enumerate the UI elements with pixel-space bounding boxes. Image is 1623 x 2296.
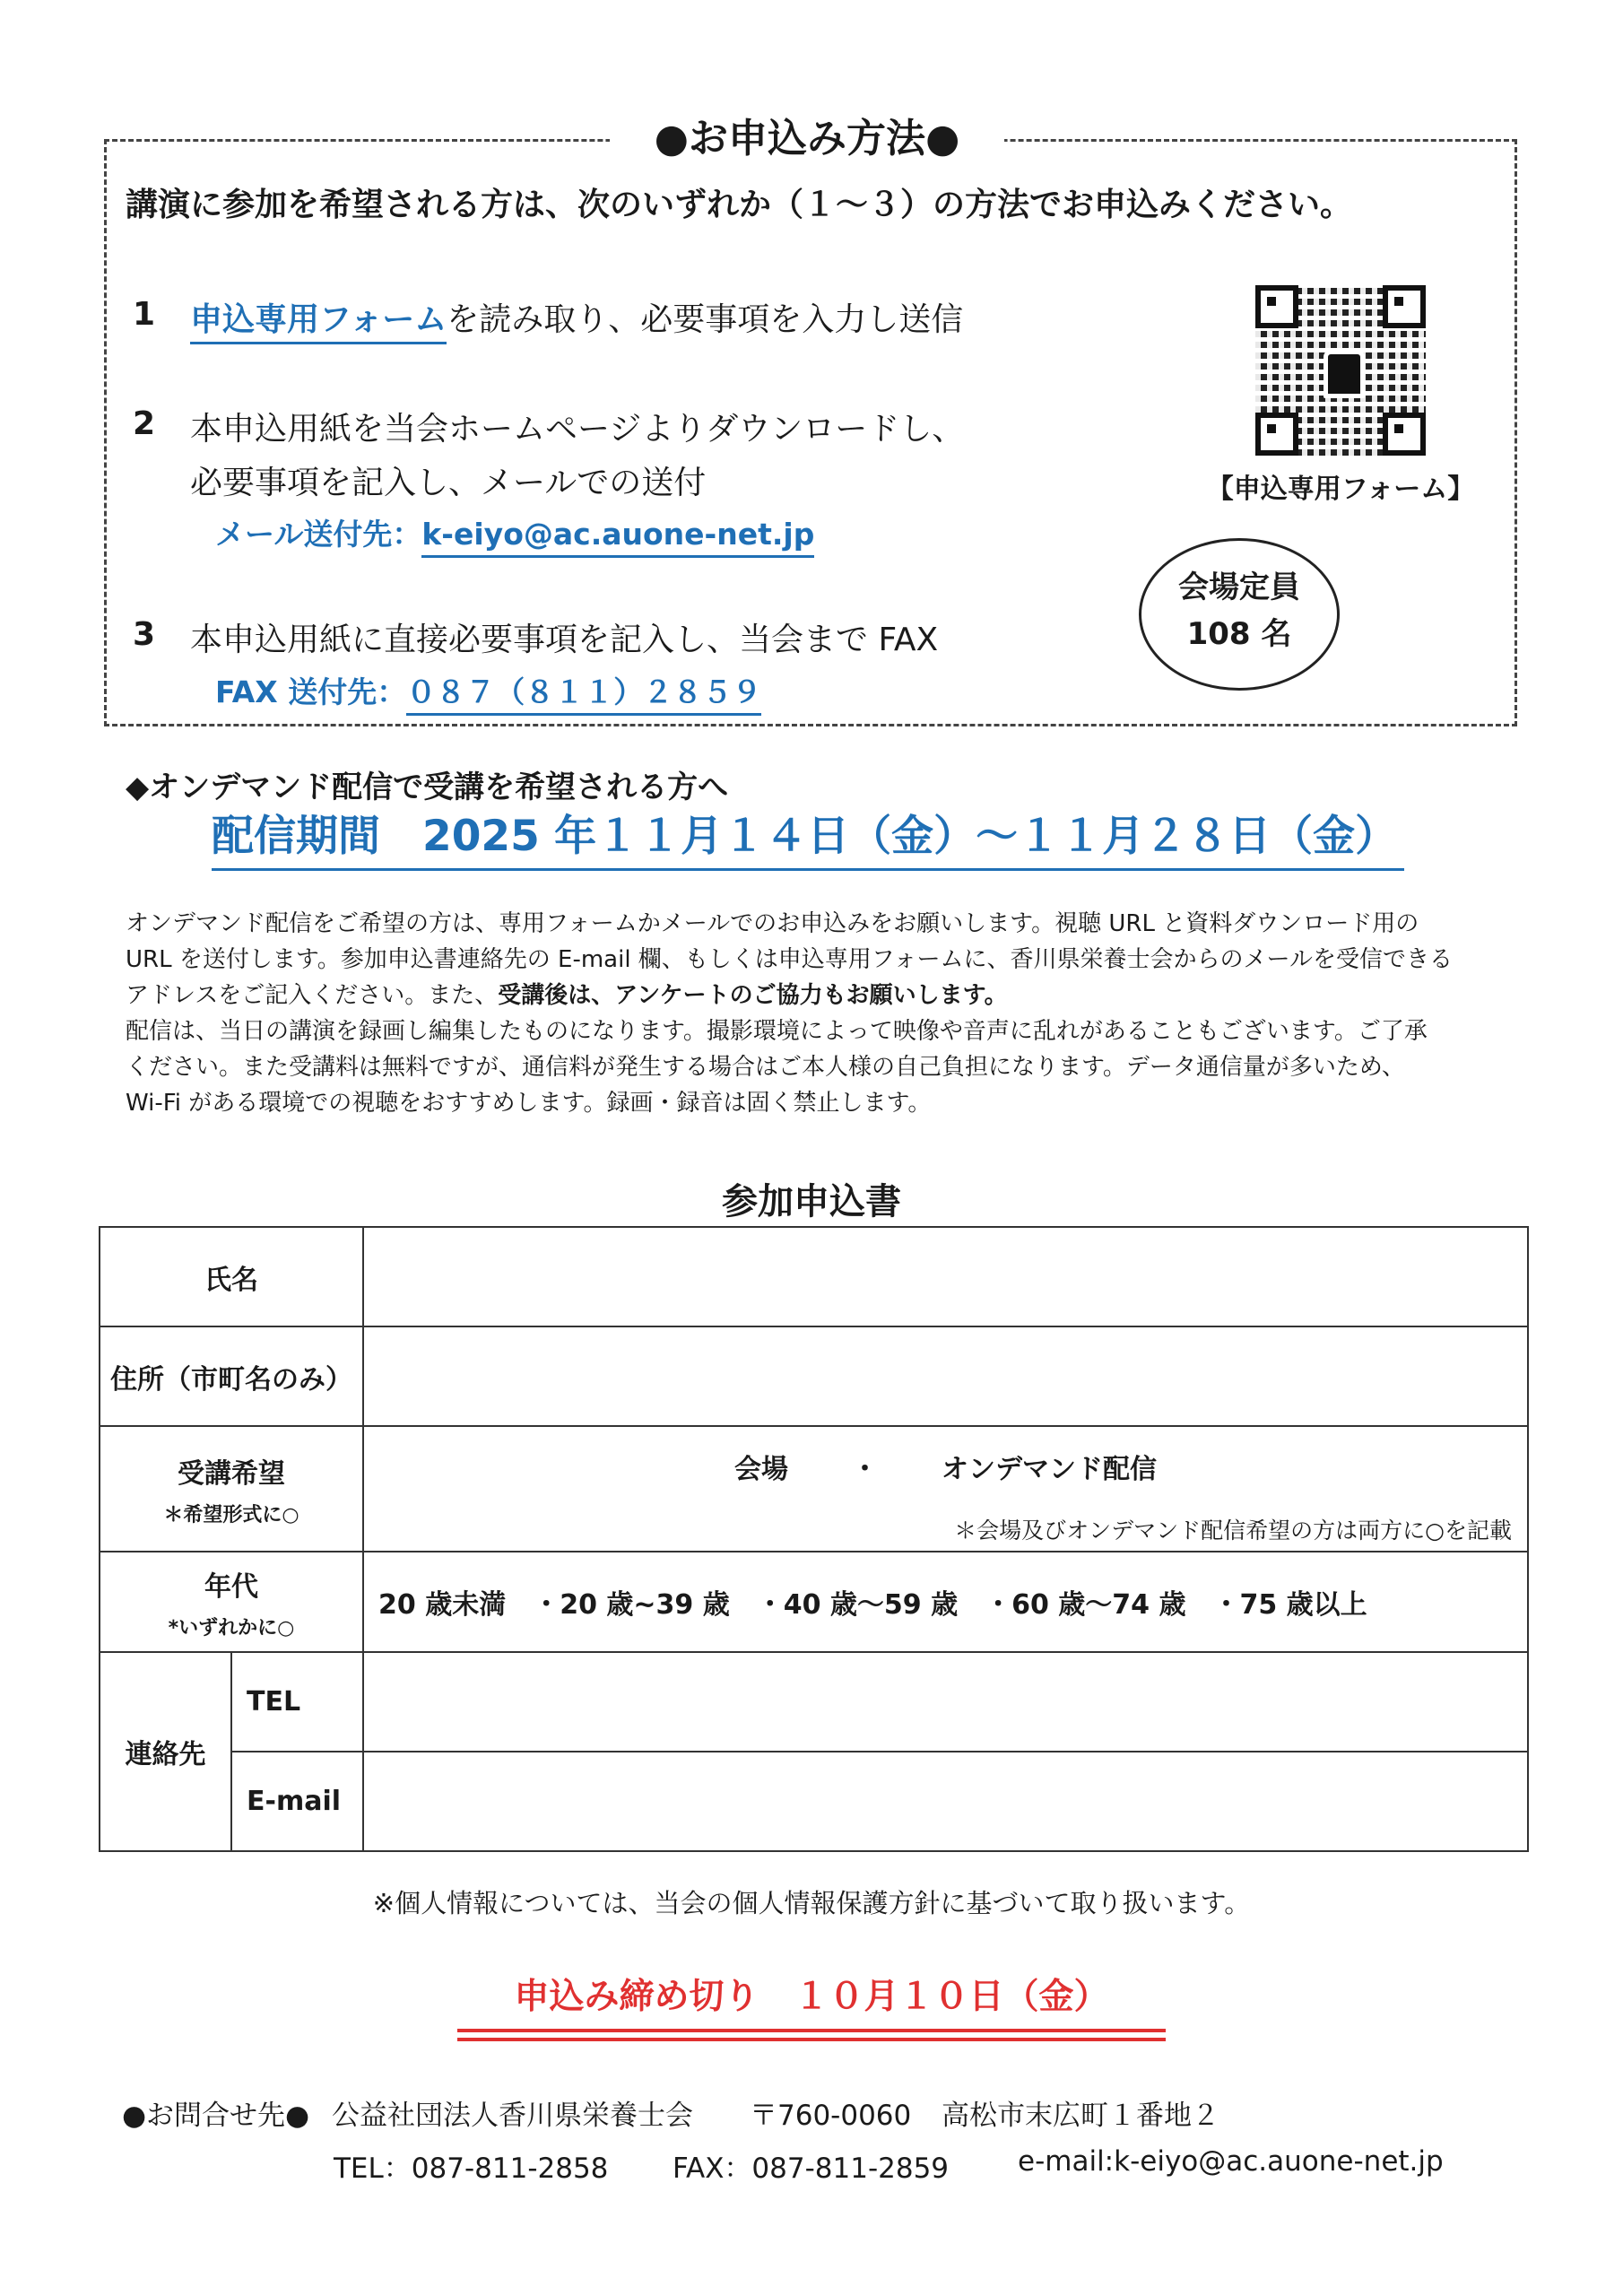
on-demand-paragraph-2 xyxy=(126,1013,1506,1121)
attend-online-option[interactable]: オンデマンド配信 xyxy=(941,1454,1157,1485)
fax-destination xyxy=(215,669,761,711)
privacy-notice: ※個人情報については、当会の個人情報保護方針に基づいて取り扱います。 xyxy=(372,1888,1251,1918)
name-label: 氏名 xyxy=(100,1227,363,1326)
table-row xyxy=(100,1552,1528,1652)
footer-fax: FAX：087-811-2859 xyxy=(673,2152,950,2185)
address-field[interactable] xyxy=(363,1326,1528,1426)
application-form-table xyxy=(99,1226,1529,1852)
attend-venue-option[interactable]: 会場 xyxy=(734,1454,789,1485)
survey-request: 受講後は、アンケートのご協力もお願いします。 xyxy=(498,982,1008,1009)
deadline-underline xyxy=(457,2038,1166,2041)
step-2-number: 2 xyxy=(133,405,156,442)
attendance-label: 受講希望 xyxy=(178,1457,285,1490)
fax-destination-number: ０８７（８１１）２８５９ xyxy=(406,674,761,716)
email-destination-link[interactable]: k-eiyo@ac.auone-net.jp xyxy=(421,517,814,558)
qr-finder-pattern xyxy=(1255,285,1298,328)
attendance-options xyxy=(365,1447,1526,1486)
paragraph-line: オンデマンド配信をご希望の方は、専用フォームかメールでのお申込みをお願いします。視聴 URL と資料ダウンロード用の xyxy=(126,910,1419,937)
name-field[interactable] xyxy=(363,1227,1528,1326)
qr-caption: 【申込専用フォーム】 xyxy=(1206,474,1475,505)
tel-label: TEL xyxy=(231,1652,363,1752)
footer-email[interactable]: e-mail:k-eiyo@ac.auone-net.jp xyxy=(1018,2145,1444,2178)
step-1-text: を読み取り、必要事項を入力し送信 xyxy=(447,301,964,338)
form-title: 参加申込書 xyxy=(722,1181,901,1222)
capacity-value: 108 名 xyxy=(1186,616,1292,652)
tel-field[interactable] xyxy=(363,1652,1528,1752)
age-sublabel: *いずれかに○ xyxy=(168,1616,295,1639)
step-3-line1: 本申込用紙に直接必要事項を記入し、当会まで FAX xyxy=(190,622,939,658)
table-row xyxy=(100,1426,1528,1552)
email-label: E-mail xyxy=(231,1752,363,1851)
paragraph-line xyxy=(126,978,1506,1013)
step-1 xyxy=(190,294,963,340)
email-destination-label: メール送付先： xyxy=(215,517,422,552)
age-label: 年代 xyxy=(204,1570,258,1603)
attendance-choice-cell xyxy=(363,1426,1528,1552)
fax-destination-label: FAX 送付先： xyxy=(215,674,407,709)
table-row xyxy=(100,1326,1528,1426)
deadline-underline xyxy=(457,2029,1166,2032)
step-1-number: 1 xyxy=(133,296,156,333)
organization-name: 公益社団法人香川県栄養士会 xyxy=(332,2100,693,2132)
email-destination xyxy=(215,511,814,553)
paragraph-line: ください。また受講料は無料ですが、通信料が発生する場合はご本人様の自己負担になります。データ通信量が多いため、 xyxy=(126,1054,1405,1081)
capacity-badge xyxy=(1139,538,1340,691)
inquiry-label: ●お問合せ先● xyxy=(122,2100,310,2132)
deadline: 申込み締め切り １０月１０日（金） xyxy=(514,1977,1109,2017)
qr-finder-pattern xyxy=(1383,285,1426,328)
paragraph-line: 配信は、当日の講演を録画し編集したものになります。撮影環境によって映像や音声に乱れがあることもございます。ご了承 xyxy=(126,1018,1428,1045)
qr-finder-pattern xyxy=(1383,413,1426,456)
method-title: ●お申込み方法● xyxy=(610,106,1004,172)
streaming-period: 配信期間 2025 年１１月１４日（金）～１１月２８日（金） xyxy=(212,803,1404,871)
email-field[interactable] xyxy=(363,1752,1528,1851)
table-row xyxy=(100,1227,1528,1326)
attendance-label-cell xyxy=(100,1426,363,1552)
postal-code: 〒760-0060 xyxy=(750,2100,912,2132)
on-demand-paragraph-1 xyxy=(126,906,1506,1013)
step-2-line1: 本申込用紙を当会ホームページよりダウンロードし、 xyxy=(190,411,965,448)
paragraph-text: アドレスをご記入ください。また、 xyxy=(126,982,499,1009)
organization-address: 高松市末広町１番地２ xyxy=(942,2100,1219,2132)
address-label: 住所（市町名のみ） xyxy=(100,1326,363,1426)
method-intro: 講演に参加を希望される方は、次のいずれか（１～３）の方法でお申込みください。 xyxy=(126,187,1353,223)
capacity-label: 会場定員 xyxy=(1178,570,1300,605)
age-options[interactable]: 20 歳未満 ・20 歳~39 歳 ・40 歳～59 歳 ・60 歳～74 歳 ・75 歳以上 xyxy=(363,1552,1528,1652)
paragraph-line: Wi-Fi がある環境での視聴をおすすめします。録画・録音は固く禁止します。 xyxy=(126,1090,932,1117)
age-label-cell xyxy=(100,1552,363,1652)
application-form-link[interactable]: 申込専用フォーム xyxy=(190,301,447,344)
step-3-number: 3 xyxy=(133,616,156,653)
step-2-line2: 必要事項を記入し、メールでの送付 xyxy=(190,465,707,501)
table-row xyxy=(100,1652,1528,1752)
attendance-sublabel: ＊希望形式に○ xyxy=(163,1503,299,1526)
dinosaur-icon xyxy=(1324,350,1365,398)
table-row xyxy=(100,1752,1528,1851)
footer-tel: TEL：087-811-2858 xyxy=(334,2152,609,2185)
qr-finder-pattern xyxy=(1255,413,1298,456)
contact-label: 連絡先 xyxy=(100,1652,231,1851)
attendance-note: ＊会場及びオンデマンド配信希望の方は両方に○を記載 xyxy=(954,1518,1512,1544)
option-separator: ・ xyxy=(851,1454,879,1485)
qr-code-icon[interactable] xyxy=(1255,285,1426,456)
paragraph-line: URL を送付します。参加申込書連絡先の E-mail 欄、もしくは申込専用フォームに、香川県栄養士会からのメールを受信できる xyxy=(126,946,1453,973)
on-demand-heading: ◆オンデマンド配信で受講を希望される方へ xyxy=(126,770,729,805)
